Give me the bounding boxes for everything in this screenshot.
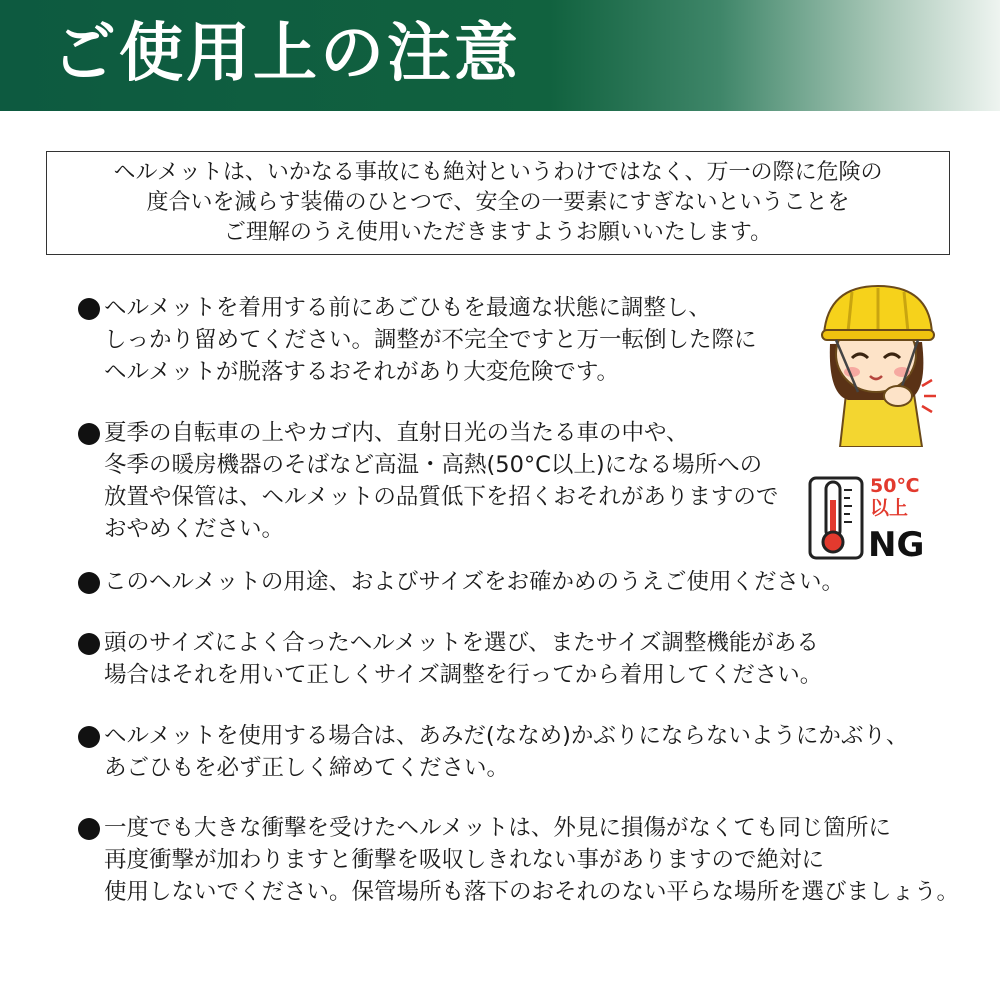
bullet-icon (78, 726, 100, 748)
caution-text: ヘルメットを使用する場合は、あみだ(ななめ)かぶりにならないようにかぶり、 (104, 723, 909, 749)
caution-item (78, 292, 757, 388)
caution-text: おやめください。 (104, 516, 285, 542)
caution-text: 頭のサイズによく合ったヘルメットを選び、またサイズ調整機能がある (104, 630, 819, 656)
caution-item (78, 812, 959, 908)
header-banner (0, 0, 1000, 111)
caution-text: 使用しないでください。保管場所も落下のおそれのない平らな場所を選びましょう。 (104, 879, 960, 905)
notice-line: ご理解のうえ使用いただきますようお願いいたします。 (223, 220, 773, 245)
caution-item (78, 720, 908, 784)
caution-item (78, 417, 778, 545)
caution-text: 一度でも大きな衝撃を受けたヘルメットは、外見に損傷がなくても同じ箇所に (104, 815, 891, 841)
caution-text: 場合はそれを用いて正しくサイズ調整を行ってから着用してください。 (104, 662, 823, 688)
notice-box (46, 151, 950, 255)
caution-text: あごひもを必ず正しく締めてください。 (104, 755, 510, 781)
temperature-ng-icon (806, 472, 934, 564)
caution-item (78, 627, 822, 691)
caution-text: 再度衝撃が加わりますと衝撃を吸収しきれない事がありますので絶対に (104, 847, 825, 873)
bullet-icon (78, 633, 100, 655)
page-title: ご使用上の注意 (52, 17, 521, 91)
caution-text: しっかり留めてください。調整が不完全ですと万一転倒した際に (104, 327, 757, 353)
caution-text: このヘルメットの用途、およびサイズをお確かめのうえご使用ください。 (104, 569, 845, 595)
caution-item (78, 566, 844, 598)
bullet-icon (78, 572, 100, 594)
temp-label: 50℃ (870, 475, 920, 497)
bullet-icon (78, 818, 100, 840)
above-label: 以上 (870, 497, 909, 519)
notice-line: ヘルメットは、いかなる事故にも絶対というわけではなく、万一の際に危険の (113, 160, 883, 185)
caution-text: 放置や保管は、ヘルメットの品質低下を招くおそれがありますので (104, 484, 779, 510)
caution-text: ヘルメットが脱落するおそれがあり大変危険です。 (104, 359, 620, 385)
helmet-girl-icon (818, 282, 938, 447)
caution-text: ヘルメットを着用する前にあごひもを最適な状態に調整し、 (104, 295, 711, 321)
bullet-icon (78, 298, 100, 320)
caution-text: 冬季の暖房機器のそばなど高温・高熱(50°C以上)になる場所への (104, 452, 763, 478)
ng-label: NG (868, 525, 925, 564)
caution-text: 夏季の自転車の上やカゴ内、直射日光の当たる車の中や、 (104, 420, 689, 446)
notice-line: 度合いを減らす装備のひとつで、安全の一要素にすぎないということを (146, 190, 850, 215)
bullet-icon (78, 423, 100, 445)
